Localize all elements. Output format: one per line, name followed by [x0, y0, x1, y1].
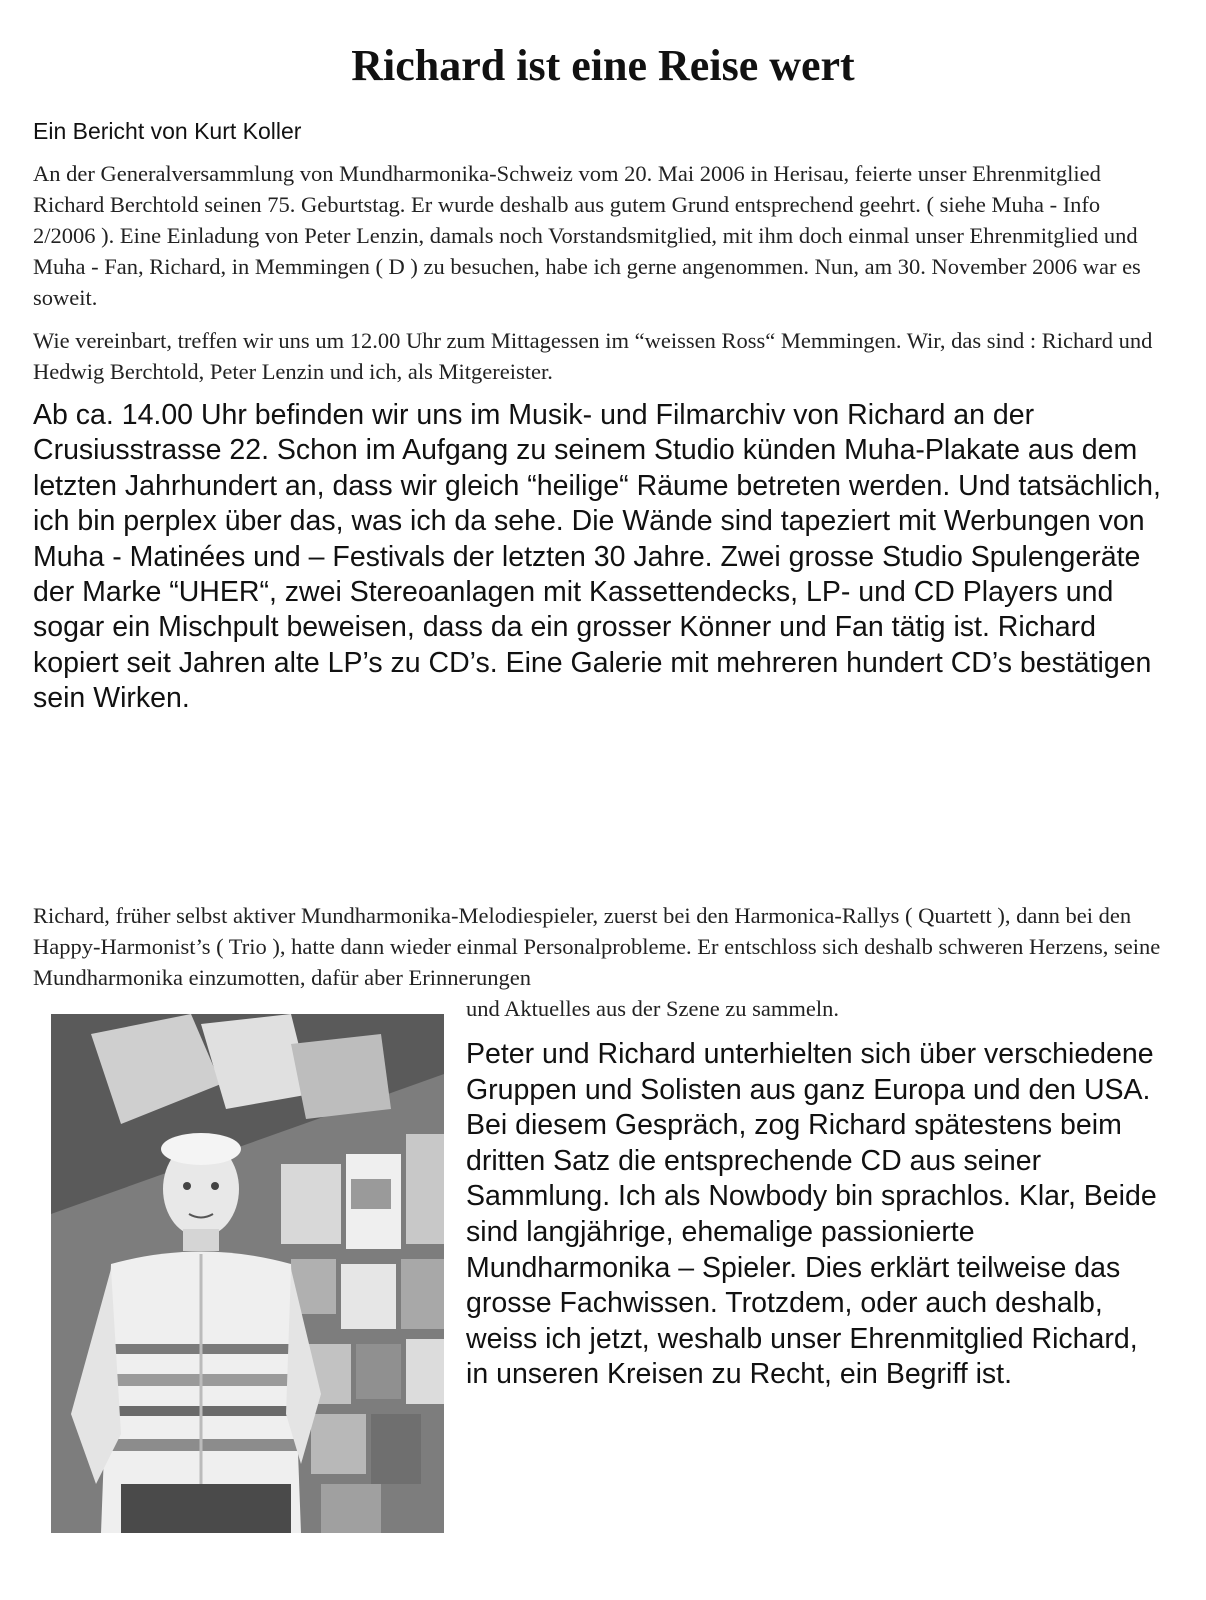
article-byline: Ein Bericht von Kurt Koller — [33, 118, 302, 144]
paragraph-lunch: Wie vereinbart, treffen wir uns um 12.00 Uhr zum Mittagessen im “weissen Ross“ Memmingen. Wir, das sind : Richard und Hedwig Berchtold, Peter Lenzin und ich, als Mitgereister. — [33, 328, 1153, 384]
paragraph-history: Richard, früher selbst aktiver Mundharmonika-Melodiespieler, zuerst bei den Harmonica-Rallys ( Quartett ), dann bei den Happy-Harmonist’s ( Trio ), hatte dann wieder einmal Personalprobleme. Er entschloss sich deshalb schweren Herzens, seine Mundharmonika einzumotten, dafür aber Erinnerungen — [33, 903, 1161, 990]
paragraph-history-continued: und Aktuelles aus der Szene zu sammeln. — [466, 996, 840, 1021]
photo-illustration — [51, 1014, 444, 1533]
paragraph-archive: Ab ca. 14.00 Uhr befinden wir uns im Musik- und Filmarchiv von Richard an der Crusiusstrasse 22. Schon im Aufgang zu seinem Studio künden Muha-Plakate aus dem letzten Jahrhundert an, dass wir gleich “heilige“ Räume betreten werden. Und tatsächlich, ich bin perplex über das, was ich da sehe. Die Wände sind tapeziert mit Werbungen von Muha - Matinées und – Festivals der letzten 30 Jahre. Zwei grosse Studio Spulengeräte der Marke “UHER“, zwei Stereoanlagen mit Kassettendecks, LP- und CD Players und sogar ein Mischpult beweisen, dass da ein grosser Könner und Fan tätig ist. Richard kopiert seit Jahren alte LP’s zu CD’s. Eine Galerie mit mehreren hundert CD’s bestätigen sein Wirken. — [33, 399, 1161, 715]
richard-photo — [51, 1014, 444, 1533]
paragraph-intro: An der Generalversammlung von Mundharmonika-Schweiz vom 20. Mai 2006 in Herisau, feierte unser Ehrenmitglied Richard Berchtold seinen 75. Geburtstag. Er wurde deshalb aus gutem Grund entsprechend geehrt. ( siehe Muha - Info 2/2006 ). Eine Einladung von Peter Lenzin, damals noch Vorstandsmitglied, mit ihm doch einmal unser Ehrenmitglied und Muha - Fan, Richard, in Memmingen ( D ) zu besuchen, habe ich gerne angenommen. Nun, am 30. November 2006 war es soweit. — [33, 161, 1141, 310]
paragraph-conversation: Peter und Richard unterhielten sich über verschiedene Gruppen und Solisten aus ganz Europa und den USA. Bei diesem Gespräch, zog Richard spätestens beim dritten Satz die entsprechende CD aus seiner Sammlung. Ich als Nowbody bin sprachlos. Klar, Beide sind langjährige, ehemalige passionierte Mundharmonika – Spieler. Dies erklärt teilweise das grosse Fachwissen. Trotzdem, oder auch deshalb, weiss ich jetzt, weshalb unser Ehrenmitglied Richard, in unseren Kreisen zu Recht, ein Begriff ist. — [466, 1038, 1157, 1391]
article-title: Richard ist eine Reise wert — [351, 41, 855, 90]
